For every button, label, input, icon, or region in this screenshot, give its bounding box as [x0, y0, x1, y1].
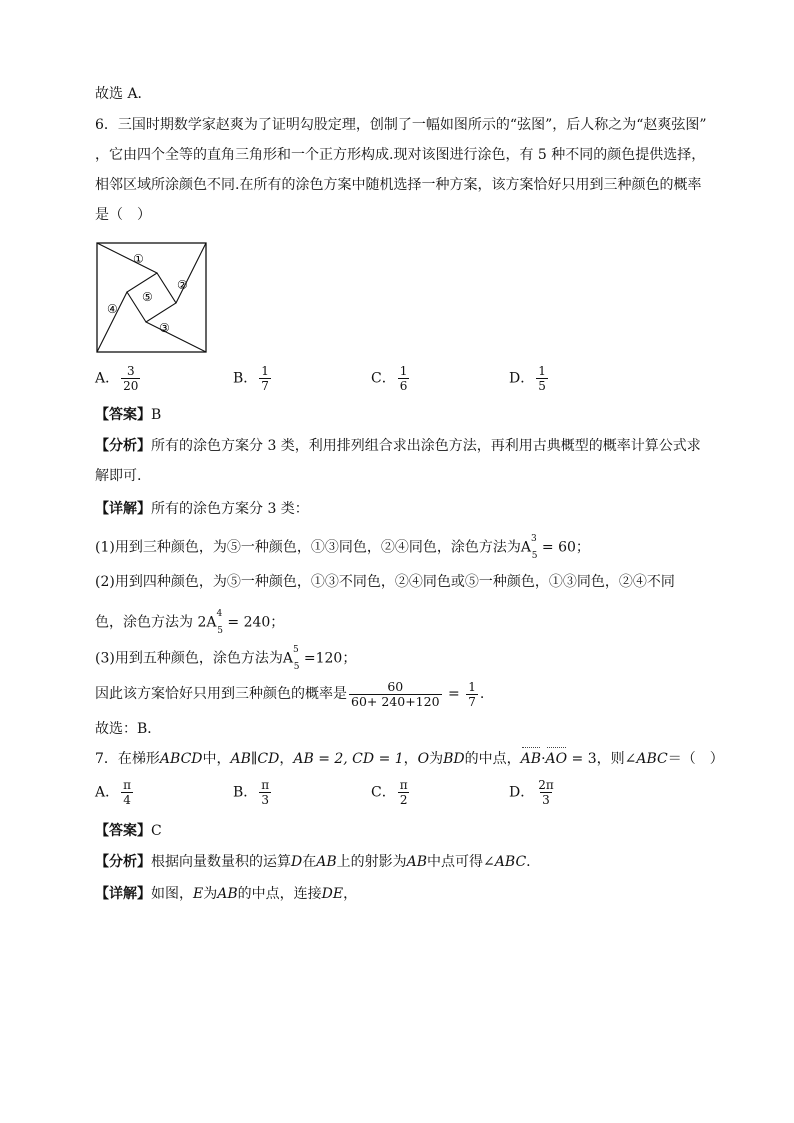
q6-detail-intro: 【详解】所有的涂色方案分 3 类： — [95, 501, 309, 517]
q7-option-b[interactable]: B． $\frac{\pi}{3}$ — [233, 778, 270, 807]
region-label-1: ① — [133, 252, 144, 266]
q7-stem: 7．在梯形ABCD中，AB∥CD，AB = 2, CD = 1，O为BD的中点，AB·AO = 3，则∠ABC＝（ ） — [95, 751, 724, 767]
prev-answer-line: 故选 A． — [95, 86, 152, 102]
q6-analysis-line-2: 解即可. — [95, 468, 142, 484]
q6-case-3: (3)用到五种颜色，涂色方法为$A^5_5 =120$； — [95, 645, 357, 673]
q6-option-c[interactable]: C． $\frac{1}{6}$ — [371, 364, 408, 393]
q7-option-d[interactable]: D． $\frac{2\pi}{3}$ — [509, 778, 554, 807]
q6-analysis-line-1: 【分析】所有的涂色方案分 3 类，利用排列组合求出涂色方法，再利用古典概型的概率计算公式求 — [95, 438, 701, 454]
region-label-4: ④ — [107, 302, 118, 316]
q6-case-2-continued: 色，涂色方法为 $2A^4_5 = 240$； — [95, 609, 285, 637]
q7-detail: 【详解】如图，E为AB的中点，连接DE， — [95, 886, 358, 902]
q7-answer: 【答案】C — [95, 823, 162, 839]
q6-stem-line-2: ，它由四个全等的直角三角形和一个正方形构成.现对该图进行涂色，有 5 种不同的颜色提供选择， — [95, 147, 706, 163]
q6-option-d[interactable]: D． $\frac{1}{5}$ — [509, 364, 546, 393]
q6-stem-line-4: 是（ ） — [95, 207, 151, 223]
zhao-shuang-figure — [95, 241, 208, 354]
region-label-5: ⑤ — [142, 290, 153, 304]
q6-stem-line-1: 6．三国时期数学家赵爽为了证明勾股定理，创制了一幅如图所示的“弦图”，后人称之为“赵爽弦图” — [95, 117, 707, 133]
region-label-2: ② — [177, 278, 188, 292]
q7-option-c[interactable]: C． $\frac{\pi}{2}$ — [371, 778, 408, 807]
q6-conclusion: 因此该方案恰好只用到三种颜色的概率是 $\frac{60}{60+ 240+120}$ = $\frac{1}{7}$ . — [95, 678, 485, 709]
q6-case-1: (1)用到三种颜色，为⑤一种颜色，①③同色，②④同色，涂色方法为$A^3_5 = 60$； — [95, 534, 590, 562]
q6-final: 故选：B． — [95, 721, 162, 737]
q6-option-a[interactable]: A． $\frac{3}{20}$ — [95, 364, 139, 393]
q6-stem-line-3: 相邻区域所涂颜色不同.在所有的涂色方案中随机选择一种方案，该方案恰好只用到三种颜色的概率 — [95, 177, 702, 193]
q6-option-b[interactable]: B． $\frac{1}{7}$ — [233, 364, 269, 393]
q7-option-a[interactable]: A． $\frac{\pi}{4}$ — [95, 778, 132, 807]
region-label-3: ③ — [159, 321, 170, 335]
q6-case-2: (2)用到四种颜色，为⑤一种颜色，①③不同色，②④同色或⑤一种颜色，①③同色，②④不同 — [95, 574, 675, 590]
q6-answer: 【答案】B — [95, 407, 162, 423]
q7-analysis: 【分析】根据向量数量积的运算D在AB上的射影为AB中点可得∠ABC. — [95, 854, 531, 870]
